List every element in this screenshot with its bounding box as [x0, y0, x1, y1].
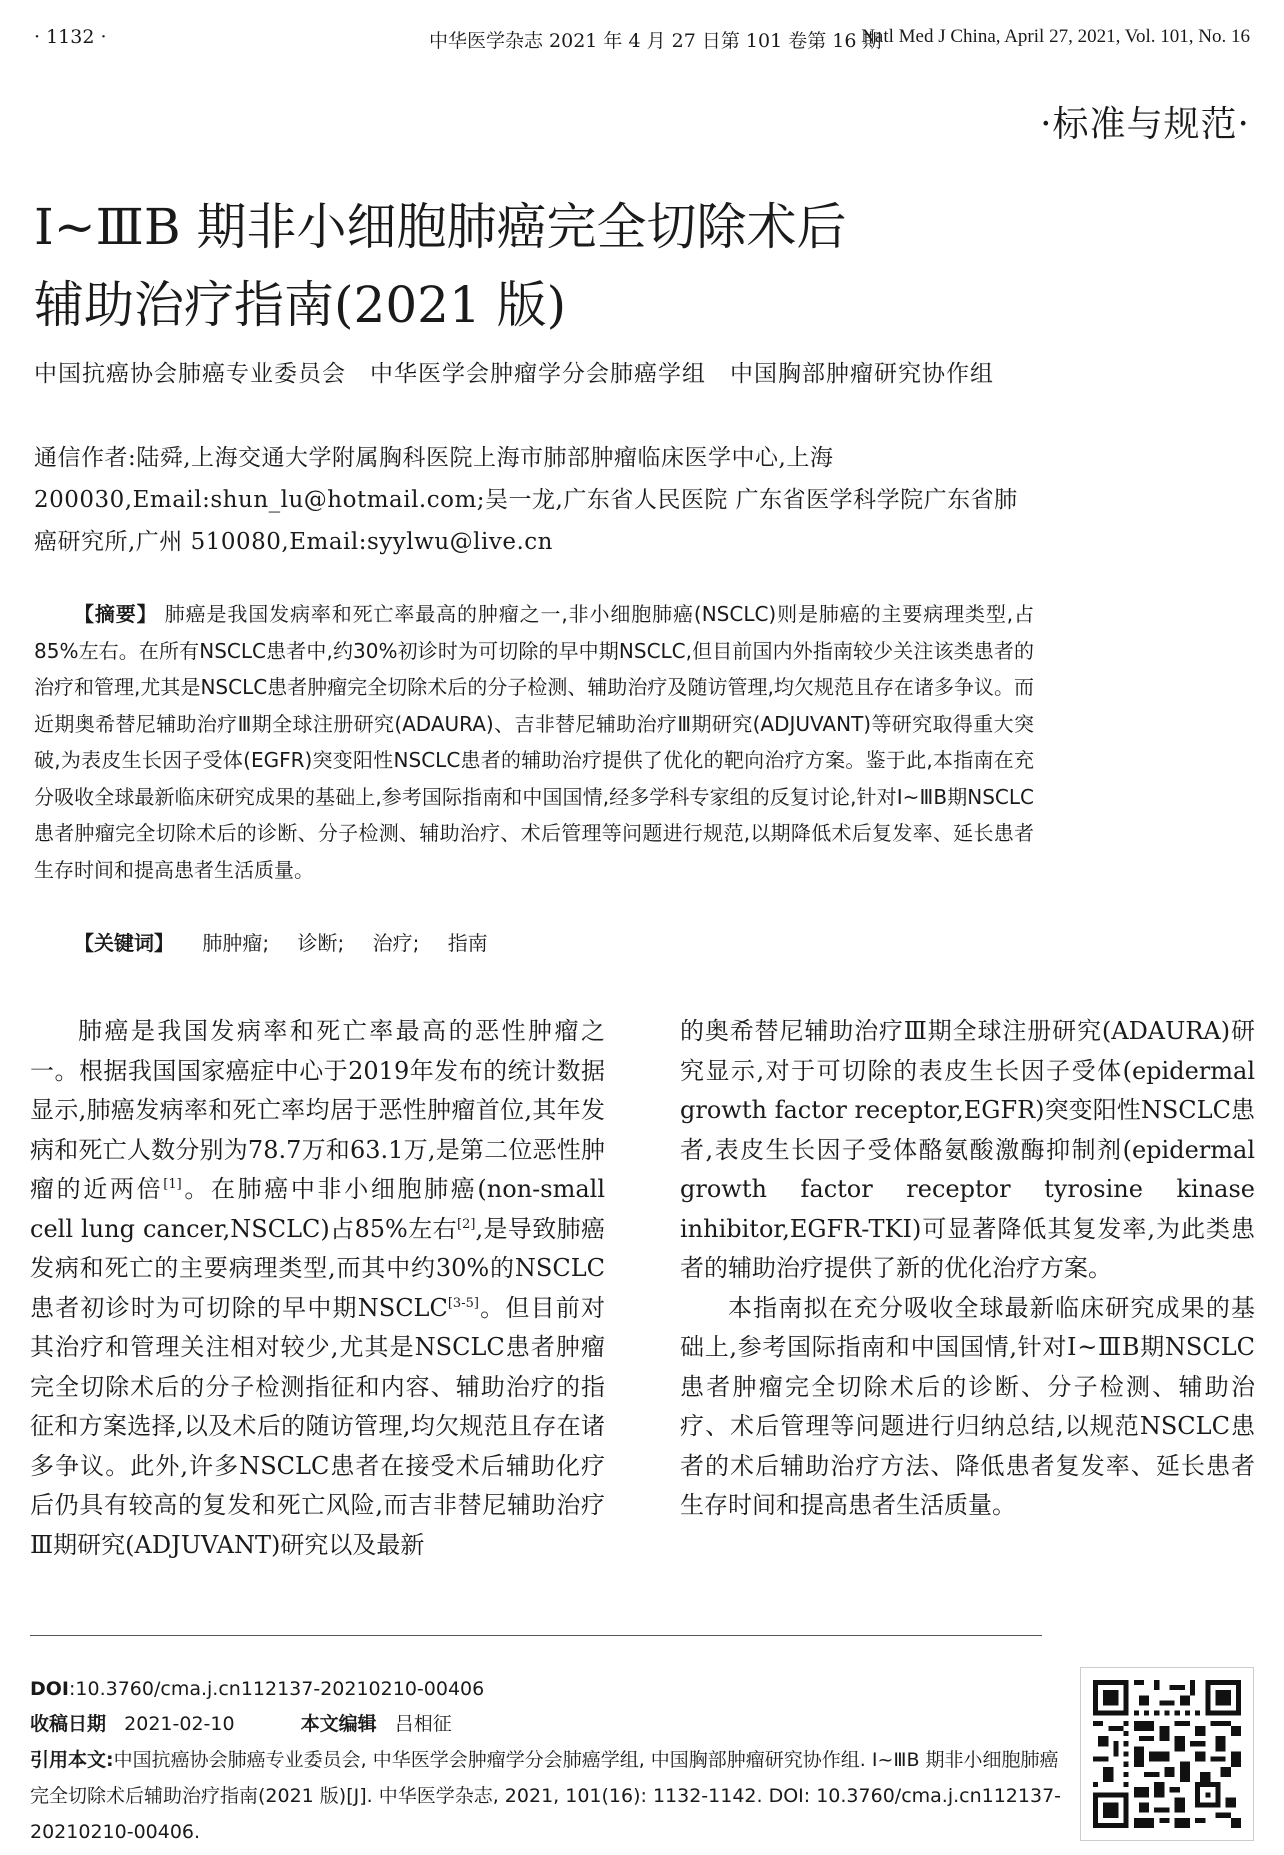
- author-groups: 中国抗癌协会肺癌专业委员会 中华医学会肿瘤学分会肺癌学组 中国胸部肿瘤研究协作组: [34, 361, 994, 387]
- doi-line: [30, 1675, 484, 1703]
- doi-link[interactable]: :10.3760/cma.j.cn112137-20210210-00406: [69, 1678, 485, 1700]
- keyword: 治疗;: [372, 931, 420, 955]
- citation-ref[interactable]: [3-5]: [447, 1295, 479, 1311]
- abstract-text: 肺癌是我国发病率和死亡率最高的肿瘤之一,非小细胞肺癌(NSCLC)则是肺癌的主要病理类型,占85%左右。在所有NSCLC患者中,约30%初诊时为可切除的早中期NSCLC,但目前国内外指南较少关注该类患者的治疗和管理,尤其是NSCLC患者肿瘤完全切除术后的分子检测、辅助治疗及随访管理,均欠规范且存在诸多争议。而近期奥希替尼辅助治疗Ⅲ期全球注册研究(ADAURA)、吉非替尼辅助治疗Ⅲ期研究(ADJUVANT)等研究取得重大突破,为表皮生长因子受体(EGFR)突变阳性NSCLC患者的辅助治疗提供了优化的靶向治疗方案。鉴于此,本指南在充分吸收全球最新临床研究成果的基础上,参考国际指南和中国国情,经多学科专家组的反复讨论,针对Ⅰ~ⅢB期NSCLC患者肿瘤完全切除术后的诊断、分子检测、辅助治疗、术后管理等问题进行规范,以期降低术后复发率、延长患者生存时间和提高患者生活质量。: [34, 602, 1034, 882]
- cite-text: 中国抗癌协会肺癌专业委员会, 中华医学会肿瘤学分会肺癌学组, 中国胸部肿瘤研究协作组. Ⅰ~ⅢB 期非小细胞肺癌完全切除术后辅助治疗指南(2021 版)[J]. 中华医学杂志, 2021, 101(16): 1132-1142. DOI: 10.3760/cma.j.cn112137-20210210-00406.: [30, 1749, 1062, 1843]
- citation-ref[interactable]: [1]: [163, 1177, 182, 1192]
- body-paragraph: 的奥希替尼辅助治疗Ⅲ期全球注册研究(ADAURA)研究显示,对于可切除的表皮生长因子受体(epidermal growth factor receptor,EGFR)突变阳性NSCLC患者,表皮生长因子受体酪氨酸激酶抑制剂(epidermal growth factor receptor tyrosine kinase inhibitor,EGFR-TKI)可显著降低其复发率,为此类患者的辅助治疗提供了新的优化治疗方案。: [680, 1017, 1255, 1282]
- qr-code-icon[interactable]: [1080, 1667, 1254, 1841]
- running-head: [34, 26, 1250, 56]
- article-title: [34, 188, 1034, 344]
- body-paragraph: [30, 1012, 605, 1565]
- keyword: 指南: [447, 931, 488, 955]
- keyword: 诊断;: [297, 931, 345, 955]
- citation-line: [30, 1742, 1070, 1850]
- received-label: 收稿日期: [30, 1713, 107, 1735]
- body-text: 肺癌是我国发病率和死亡率最高的恶性肿瘤之一。根据我国国家癌症中心于2019年发布的统计数据显示,肺癌发病率和死亡率均居于恶性肿瘤首位,其年发病和死亡人数分别为78.7万和63.1万,是第二位恶性肿瘤的近两倍: [30, 1017, 605, 1203]
- body-text: ,是导致肺癌发病和死亡的主要病理类型,而其中约30%的NSCLC患者初诊时为可切除的早中期NSCLC: [30, 1214, 605, 1322]
- citation-ref[interactable]: [2]: [457, 1216, 476, 1232]
- page-number: · 1132 ·: [34, 26, 107, 48]
- body-text: 。在肺癌中非小细胞肺癌(non-small cell lung cancer,NSCLC)占85%左右: [30, 1175, 606, 1243]
- journal-name-en: Natl Med J China, April 27, 2021, Vol. 101, No. 16: [861, 26, 1250, 47]
- body-text: 。但目前对其治疗和管理关注相对较少,尤其是NSCLC患者肿瘤完全切除术后的分子检测指征和内容、辅助治疗的指征和方案选择,以及术后的随访管理,均欠规范且存在诸多争议。此外,许多NSCLC患者在接受术后辅助化疗后仍具有较高的复发和死亡风险,而吉非替尼辅助治疗Ⅲ期研究(ADJUVANT)研究以及最新: [30, 1293, 605, 1559]
- doi-label: DOI: [30, 1678, 69, 1700]
- keywords-label: 【关键词】: [74, 931, 174, 955]
- keyword: 肺肿瘤;: [202, 931, 270, 955]
- received-line: [30, 1710, 452, 1738]
- body-column-left: [30, 1012, 605, 1565]
- footnote-divider: [30, 1635, 1042, 1636]
- cite-label: 引用本文:: [30, 1749, 114, 1771]
- keywords: [74, 927, 488, 956]
- section-tag: ·标准与规范·: [1040, 104, 1250, 145]
- title-line-2: 辅助治疗指南(2021 版): [34, 276, 567, 334]
- body-paragraph: 本指南拟在充分吸收全球最新临床研究成果的基础上,参考国际指南和中国国情,针对Ⅰ~ⅢB期NSCLC患者肿瘤完全切除术后的诊断、分子检测、辅助治疗、术后管理等问题进行归纳总结,以规范NSCLC患者的术后辅助治疗方法、降低患者复发率、延长患者生存时间和提高患者生活质量。: [680, 1293, 1255, 1519]
- title-line-1: Ⅰ~ⅢB 期非小细胞肺癌完全切除术后: [34, 198, 847, 256]
- body-column-right: [680, 1012, 1255, 1526]
- abstract-label: 【摘要】: [74, 602, 158, 626]
- received-date: 2021-02-10: [124, 1713, 235, 1735]
- editor-name: 吕相征: [394, 1713, 452, 1735]
- corresponding-authors: 通信作者:陆舜,上海交通大学附属胸科医院上海市肺部肿瘤临床医学中心,上海 200030,Email:shun_lu@hotmail.com;吴一龙,广东省人民医院 广东省医学科学院广东省肺癌研究所,广州 510080,Email:syylwu@live.cn: [34, 445, 1018, 555]
- journal-name-cn: 中华医学杂志 2021 年 4 月 27 日第 101 卷第 16 期: [429, 30, 882, 52]
- abstract: [34, 596, 1034, 888]
- editor-label: 本文编辑: [300, 1713, 377, 1735]
